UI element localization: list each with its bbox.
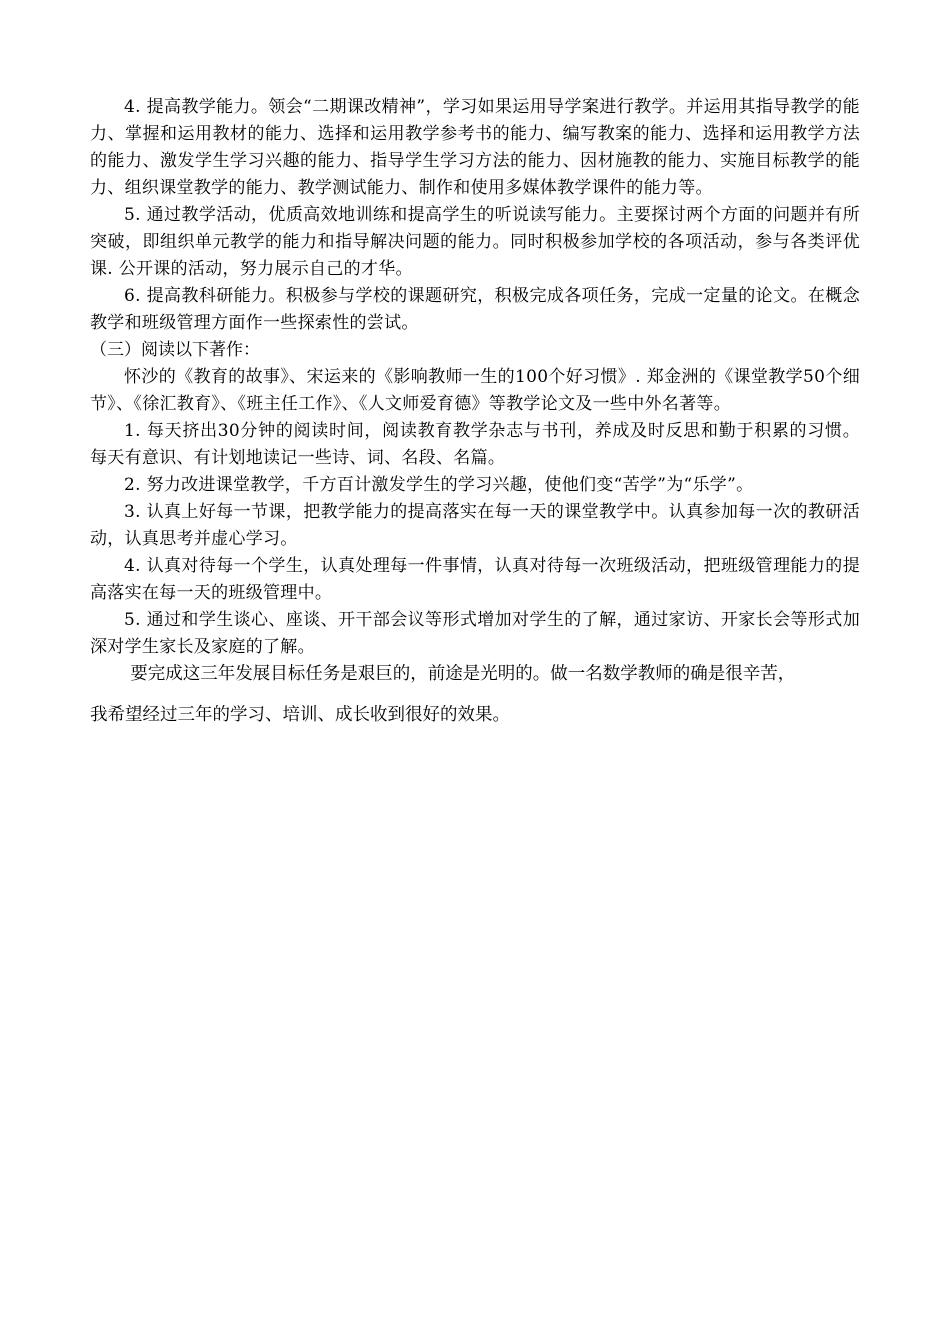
section-three-heading: （三）阅读以下著作：: [90, 340, 260, 360]
reading-item-4: 4. 认真对待每一个学生，认真处理每一件事情，认真对待每一次班级活动，把班级管理能力的提高落实在每一天的班级管理中。: [90, 556, 860, 603]
closing-line-1: 要完成这三年发展目标任务是艰巨的，前途是光明的。做一名数学教师的确是很辛苦，: [130, 664, 796, 684]
reading-item-5: 5. 通过和学生谈心、座谈、开干部会议等形式增加对学生的了解，通过家访、开家长会等形式加深对学生家长及家庭的了解。: [90, 610, 860, 657]
paragraph-teaching-ability: 4. 提高教学能力。领会“二期课改精神”，学习如果运用导学案进行教学。并运用其指导教学的能力、掌握和运用教材的能力、选择和运用教学参考书的能力、编写教案的能力、选择和运用教学方法的能力、激发学生学习兴趣的能力、指导学生学习方法的能力、因材施教的能力、实施目标教学的能力、组织课堂教学的能力、教学测试能力、制作和使用多媒体教学课件的能力等。: [90, 97, 860, 198]
document-page: [90, 94, 860, 729]
reading-item-3: 3. 认真上好每一节课，把教学能力的提高落实在每一天的课堂教学中。认真参加每一次的教研活动，认真思考并虚心学习。: [90, 502, 860, 549]
reading-list-intro: 怀沙的《教育的故事》、宋运来的《影响教师一生的100个好习惯》. 郑金洲的《课堂教学50个细节》、《徐汇教育》、《班主任工作》、《人文师爱育德》等教学论文及一些中外名著等。: [90, 367, 860, 414]
reading-item-1: 1. 每天挤出30分钟的阅读时间，阅读教育教学杂志与书刊，养成及时反思和勤于积累的习惯。每天有意识、有计划地读记一些诗、词、名段、名篇。: [90, 421, 860, 468]
paragraph-teaching-activities: 5. 通过教学活动，优质高效地训练和提高学生的听说读写能力。主要探讨两个方面的问题并有所突破，即组织单元教学的能力和指导解决问题的能力。同时积极参加学校的各项活动，参与各类评优课. 公开课的活动，努力展示自己的才华。: [90, 205, 860, 279]
closing-line-2: 我希望经过三年的学习、培训、成长收到很好的效果。: [90, 705, 510, 725]
paragraph-research-ability: 6. 提高教科研能力。积极参与学校的课题研究，积极完成各项任务，完成一定量的论文。在概念教学和班级管理方面作一些探索性的尝试。: [90, 286, 860, 333]
reading-item-2: 2. 努力改进课堂教学，千方百计激发学生的学习兴趣，使他们变“苦学”为“乐学”。: [124, 475, 754, 495]
